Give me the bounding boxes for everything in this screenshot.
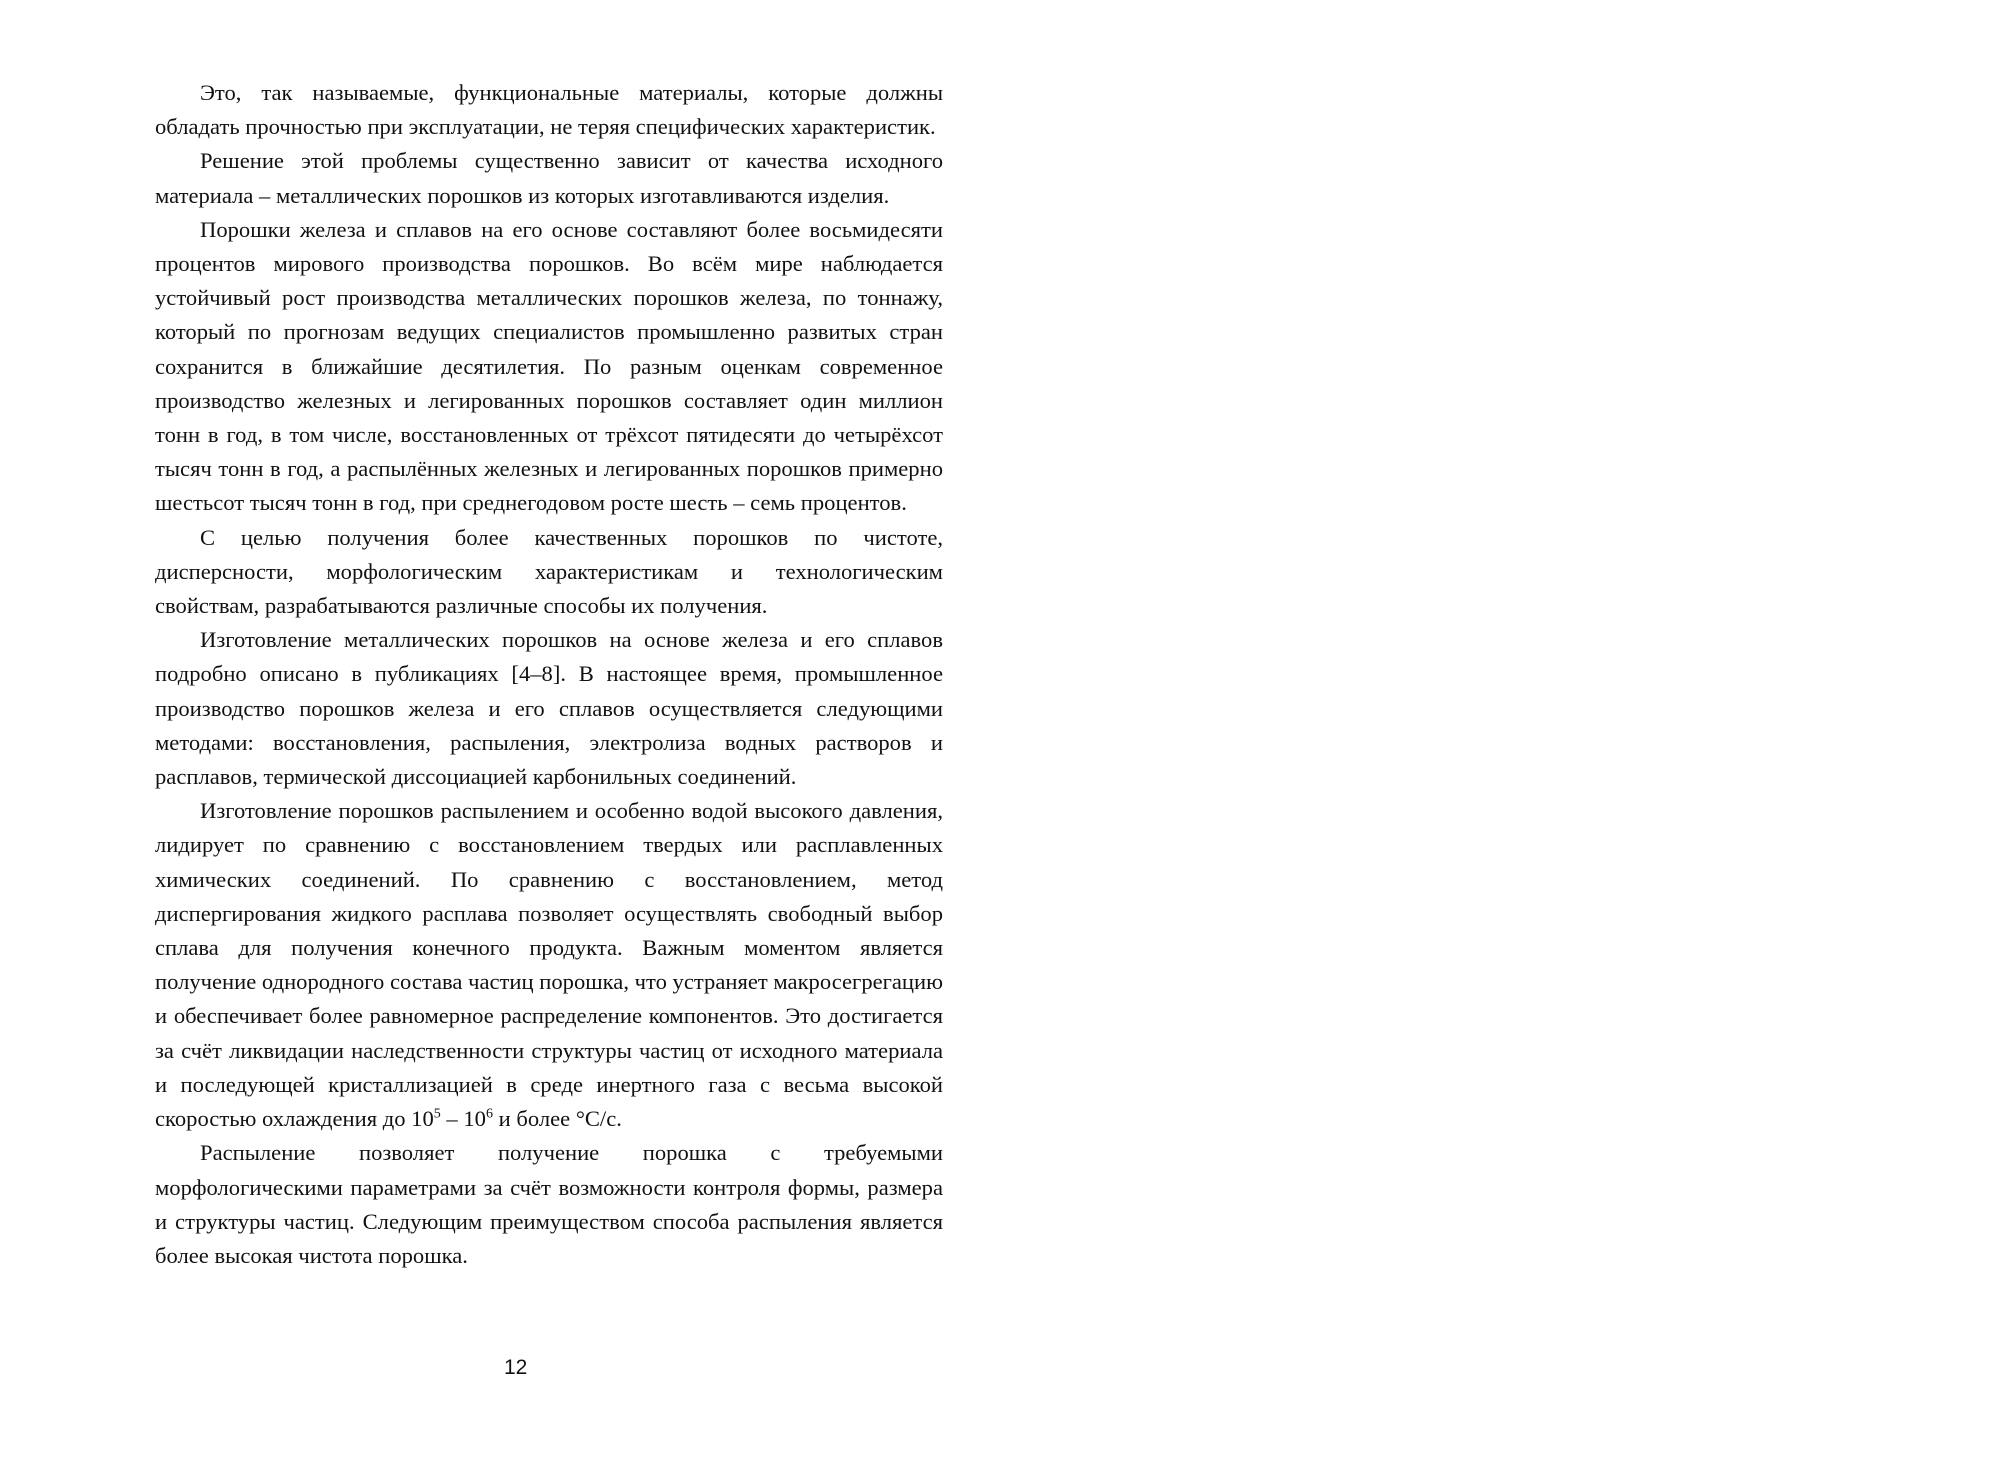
paragraph: Это, так называемые, функциональные материалы, которые должны обладать прочностью при эксплуатации, не теряя специфических характеристик. <box>155 80 943 140</box>
page-number: 12 <box>504 1356 528 1379</box>
cooling-text-middle: – 10 <box>440 1106 486 1132</box>
cooling-text-after: и более °С/с. <box>492 1106 622 1132</box>
exponent: 6 <box>485 1106 493 1122</box>
paragraph: С целью получения более качественных порошков по чистоте, дисперсности, морфологическим характеристикам и технологическим свойствам, разрабатываются различные способы их получения. <box>155 524 943 619</box>
paragraph: Решение этой проблемы существенно зависит от качества исходного материала – металлических порошков из которых изготавливаются изделия. <box>155 148 943 208</box>
cooling-text-before: Изготовление порошков распылением и особенно водой высокого давления, лидирует по сравнению с восстановлением твердых или расплавленных химических соединений. По сравнению с восстановлением, метод диспергирования жидкого расплава позволяет осуществлять свободный выбор сплава для получения конечного продукта. Важным моментом является получение однородного состава частиц порошка, что устраняет макросегрегацию и обеспечивает более равномерное распределение компонентов. Это достигается за счёт ликвидации наследственности структуры частиц от исходного материала и последующей кристаллизацией в среде инертного газа с весьма высокой скоростью охлаждения до 10 <box>155 798 943 1132</box>
paragraph-cooling-rate <box>155 794 943 1136</box>
paragraph: Порошки железа и сплавов на его основе составляют более восьмидесяти процентов мирового производства порошков. Во всём мире наблюдается устойчивый рост производства металлических порошков железа, по тоннажу, который по прогнозам ведущих специалистов промышленно развитых стран сохранится в ближайшие десятилетия. По разным оценкам современное производство железных и легированных порошков составляет один миллион тонн в год, в том числе, восстановленных от трёхсот пятидесяти до четырёхсот тысяч тонн в год, а распылённых железных и легированных порошков примерно шестьсот тысяч тонн в год, при среднегодовом росте шесть – семь процентов. <box>155 216 943 516</box>
left-text-column <box>155 76 943 1273</box>
exponent: 5 <box>433 1106 441 1122</box>
right-page <box>1000 0 2000 1461</box>
paragraph: Распыление позволяет получение порошка с требуемыми морфологическими параметрами за счёт возможности контроля формы, размера и структуры частиц. Следующим преимуществом способа распыления является более высокая чистота порошка. <box>155 1140 943 1268</box>
paragraph: Изготовление металлических порошков на основе железа и его сплавов подробно описано в публикациях [4–8]. В настоящее время, промышленное производство порошков железа и его сплавов осуществляется следующими методами: восстановления, распыления, электролиза водных растворов и расплавов, термической диссоциацией карбонильных соединений. <box>155 627 943 790</box>
